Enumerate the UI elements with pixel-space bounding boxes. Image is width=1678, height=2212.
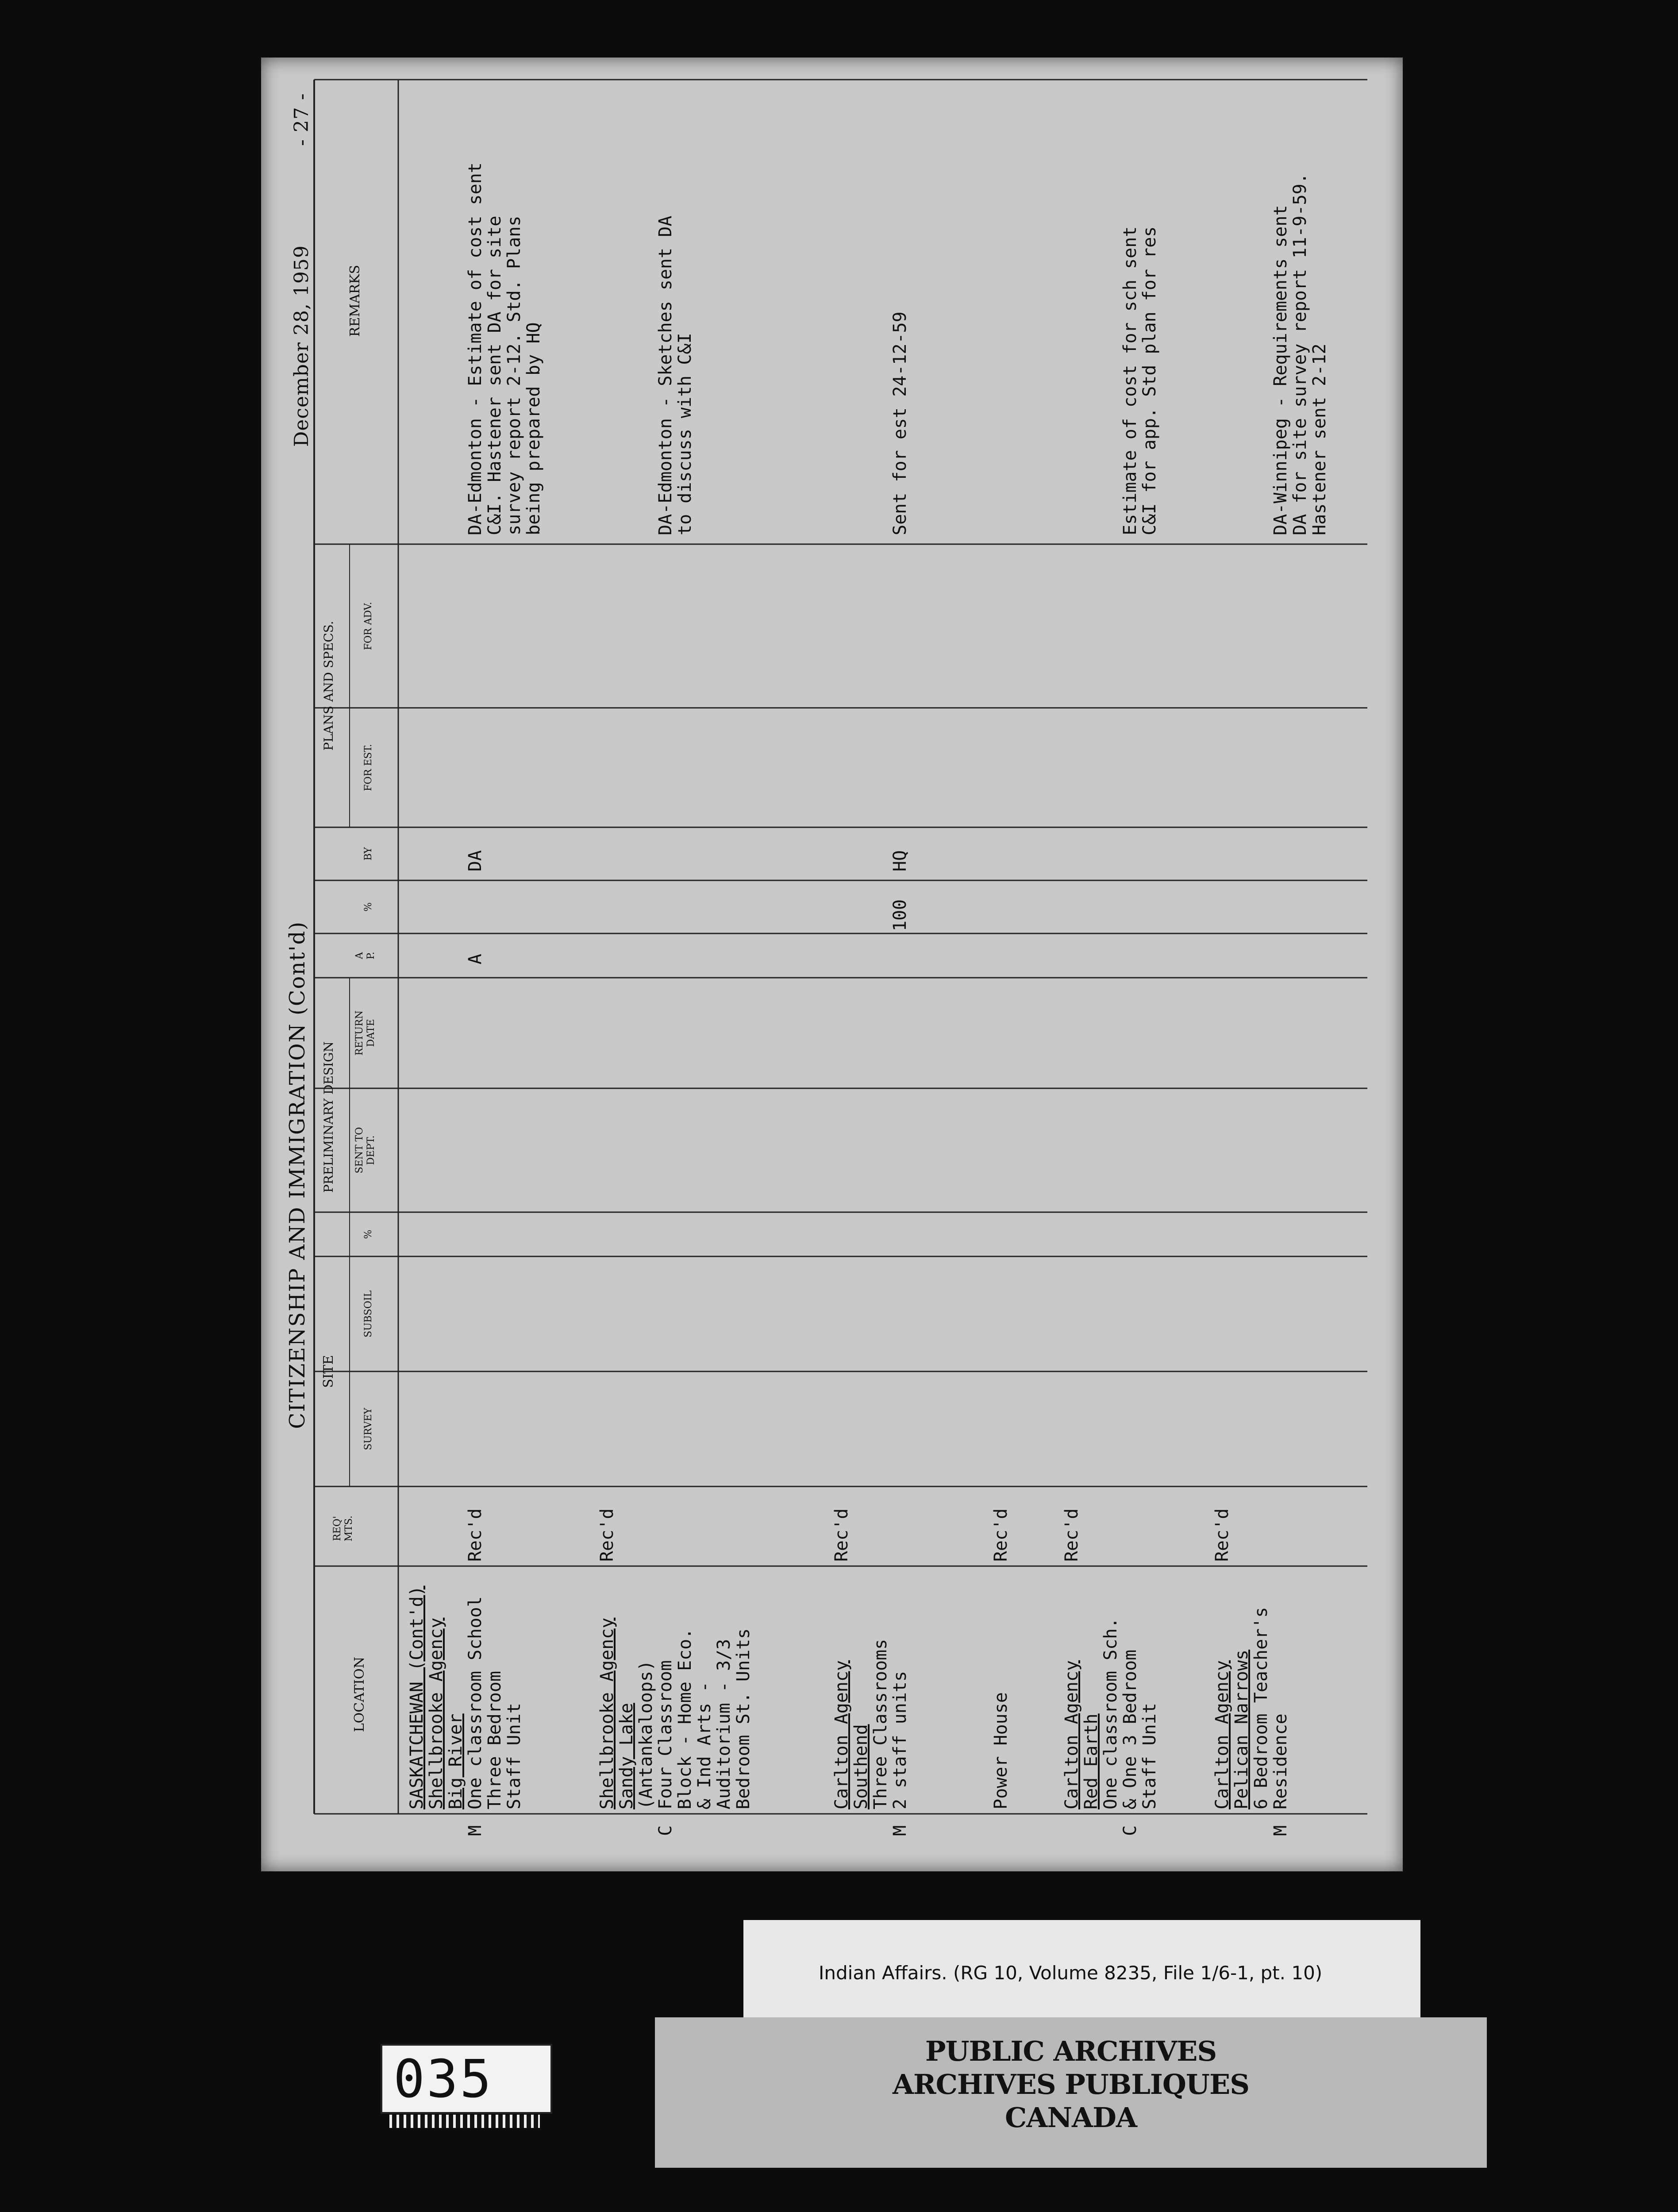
remarks-line: to discuss with C&I [675,333,695,535]
req-status: Rec'd [1212,1508,1232,1562]
table-grid [261,58,1403,1871]
location-line: One classroom Sch. [1101,1617,1121,1809]
header-by: BY [363,847,374,861]
location-line: Bedroom St. Units [733,1628,754,1809]
film-ticks [389,2115,540,2128]
location-line: Sandy Lake [616,1703,637,1809]
location-line: 2 staff units [890,1671,910,1809]
location-line: Staff Unit [504,1703,524,1809]
location-line: Power House [991,1692,1011,1809]
remarks-line: Estimate of cost for sch sent [1120,226,1140,535]
req-status: Rec'd [1062,1508,1082,1562]
frame-number-box [381,2044,552,2114]
location-line: Carlton Agency [1062,1660,1082,1809]
location-line: & One 3 Bedroom [1120,1649,1140,1809]
row-flag: M [890,1825,910,1836]
location-line: (Antankaloops) [636,1660,656,1809]
archive-reference: Indian Affairs. (RG 10, Volume 8235, File 1/6-1, pt. 10) [819,1962,1323,1984]
location-line: One classroom School [465,1596,485,1809]
remarks-line: C&I for app. Std plan for res [1139,226,1160,535]
header-return-date: RETURN DATE [354,1010,377,1056]
location-line: Big River [446,1713,466,1809]
location-line: Carlton Agency [1212,1660,1232,1809]
document-date: December 28, 1959 [290,245,313,447]
header-ap: A P. [354,952,377,960]
location-line: Auditorium - 3/3 [714,1639,734,1809]
req-status: Rec'd [597,1508,617,1562]
location-line: Three Classrooms [870,1639,891,1809]
remarks-line: DA-Winnipeg - Requirements sent [1270,205,1291,535]
remarks-line: survey report 2-12. Std. Plans [504,215,524,535]
location-line: Block - Home Eco. [675,1628,695,1809]
header-site: SITE [321,1355,336,1388]
location-line: & Ind Arts - [694,1682,715,1809]
by-value: DA [465,850,485,872]
archives-stamp-line-2: ARCHIVES PUBLIQUES [892,2068,1250,2101]
ap-value: A [465,953,485,964]
header-pct2: % [363,902,374,912]
req-status: Rec'd [465,1508,485,1562]
location-line: Staff Unit [1139,1703,1160,1809]
document-title: CITIZENSHIP AND IMMIGRATION (Cont'd) [285,921,310,1429]
location-line: Shellbrooke Agency [597,1617,617,1809]
location-line: Pelican Narrows [1232,1649,1252,1809]
req-status: Rec'd [831,1508,852,1562]
remarks-line: DA for site survey report 11-9-59. [1290,173,1310,535]
header-sent-to-dept: SENT TO DEPT. [354,1127,377,1174]
header-req: REQ' MTS. [332,1515,354,1542]
location-line: Shellbrooke Agency [426,1617,446,1809]
rotated-table [261,58,1403,1871]
page-number: - 27 - [290,93,313,146]
row-flag: C [655,1825,676,1836]
header-subsoil: SUBSOIL [363,1290,374,1338]
archives-stamp-line-3: CANADA [1004,2101,1137,2134]
header-plans-specs: PLANS AND SPECS. [321,621,336,751]
frame-number: 035 [393,2048,493,2109]
document-sheet [261,58,1403,1871]
req-status: Rec'd [991,1508,1011,1562]
remarks-line: Hastener sent 2-12 [1309,343,1330,535]
percent-value: 100 [890,899,910,931]
location-line: Southend [851,1724,871,1809]
row-flag: C [1120,1825,1140,1836]
by-value: HQ [890,850,910,872]
location-line: 6 Bedroom Teacher's [1251,1607,1271,1809]
header-preliminary: PRELIMINARY DESIGN [321,1041,336,1193]
header-remarks: REMARKS [347,265,363,337]
location-line: SASKATCHEWAN (Cont'd) [407,1586,427,1809]
remarks-line: C&I. Hastener sent DA for site [485,215,505,535]
header-pct: % [363,1229,374,1239]
location-line: Residence [1270,1713,1291,1809]
location-line: Carlton Agency [831,1660,852,1809]
archives-stamp-line-1: PUBLIC ARCHIVES [925,2035,1217,2067]
remarks-line: Sent for est 24-12-59 [890,311,910,535]
remarks-line: DA-Edmonton - Estimate of cost sent [465,162,485,535]
location-line: Three Bedroom [485,1671,505,1809]
header-location: LOCATION [352,1656,367,1732]
remarks-line: DA-Edmonton - Sketches sent DA [655,215,676,535]
remarks-line: being prepared by HQ [523,322,544,535]
header-for-est: FOR EST. [363,744,374,791]
row-flag: M [465,1825,485,1836]
header-survey: SURVEY [363,1408,374,1450]
location-line: Four Classroom [655,1660,676,1809]
header-for-adv: FOR ADV. [363,602,374,650]
location-line: Red Earth [1081,1713,1101,1809]
archives-stamp [655,2017,1487,2168]
row-flag: M [1270,1825,1291,1836]
